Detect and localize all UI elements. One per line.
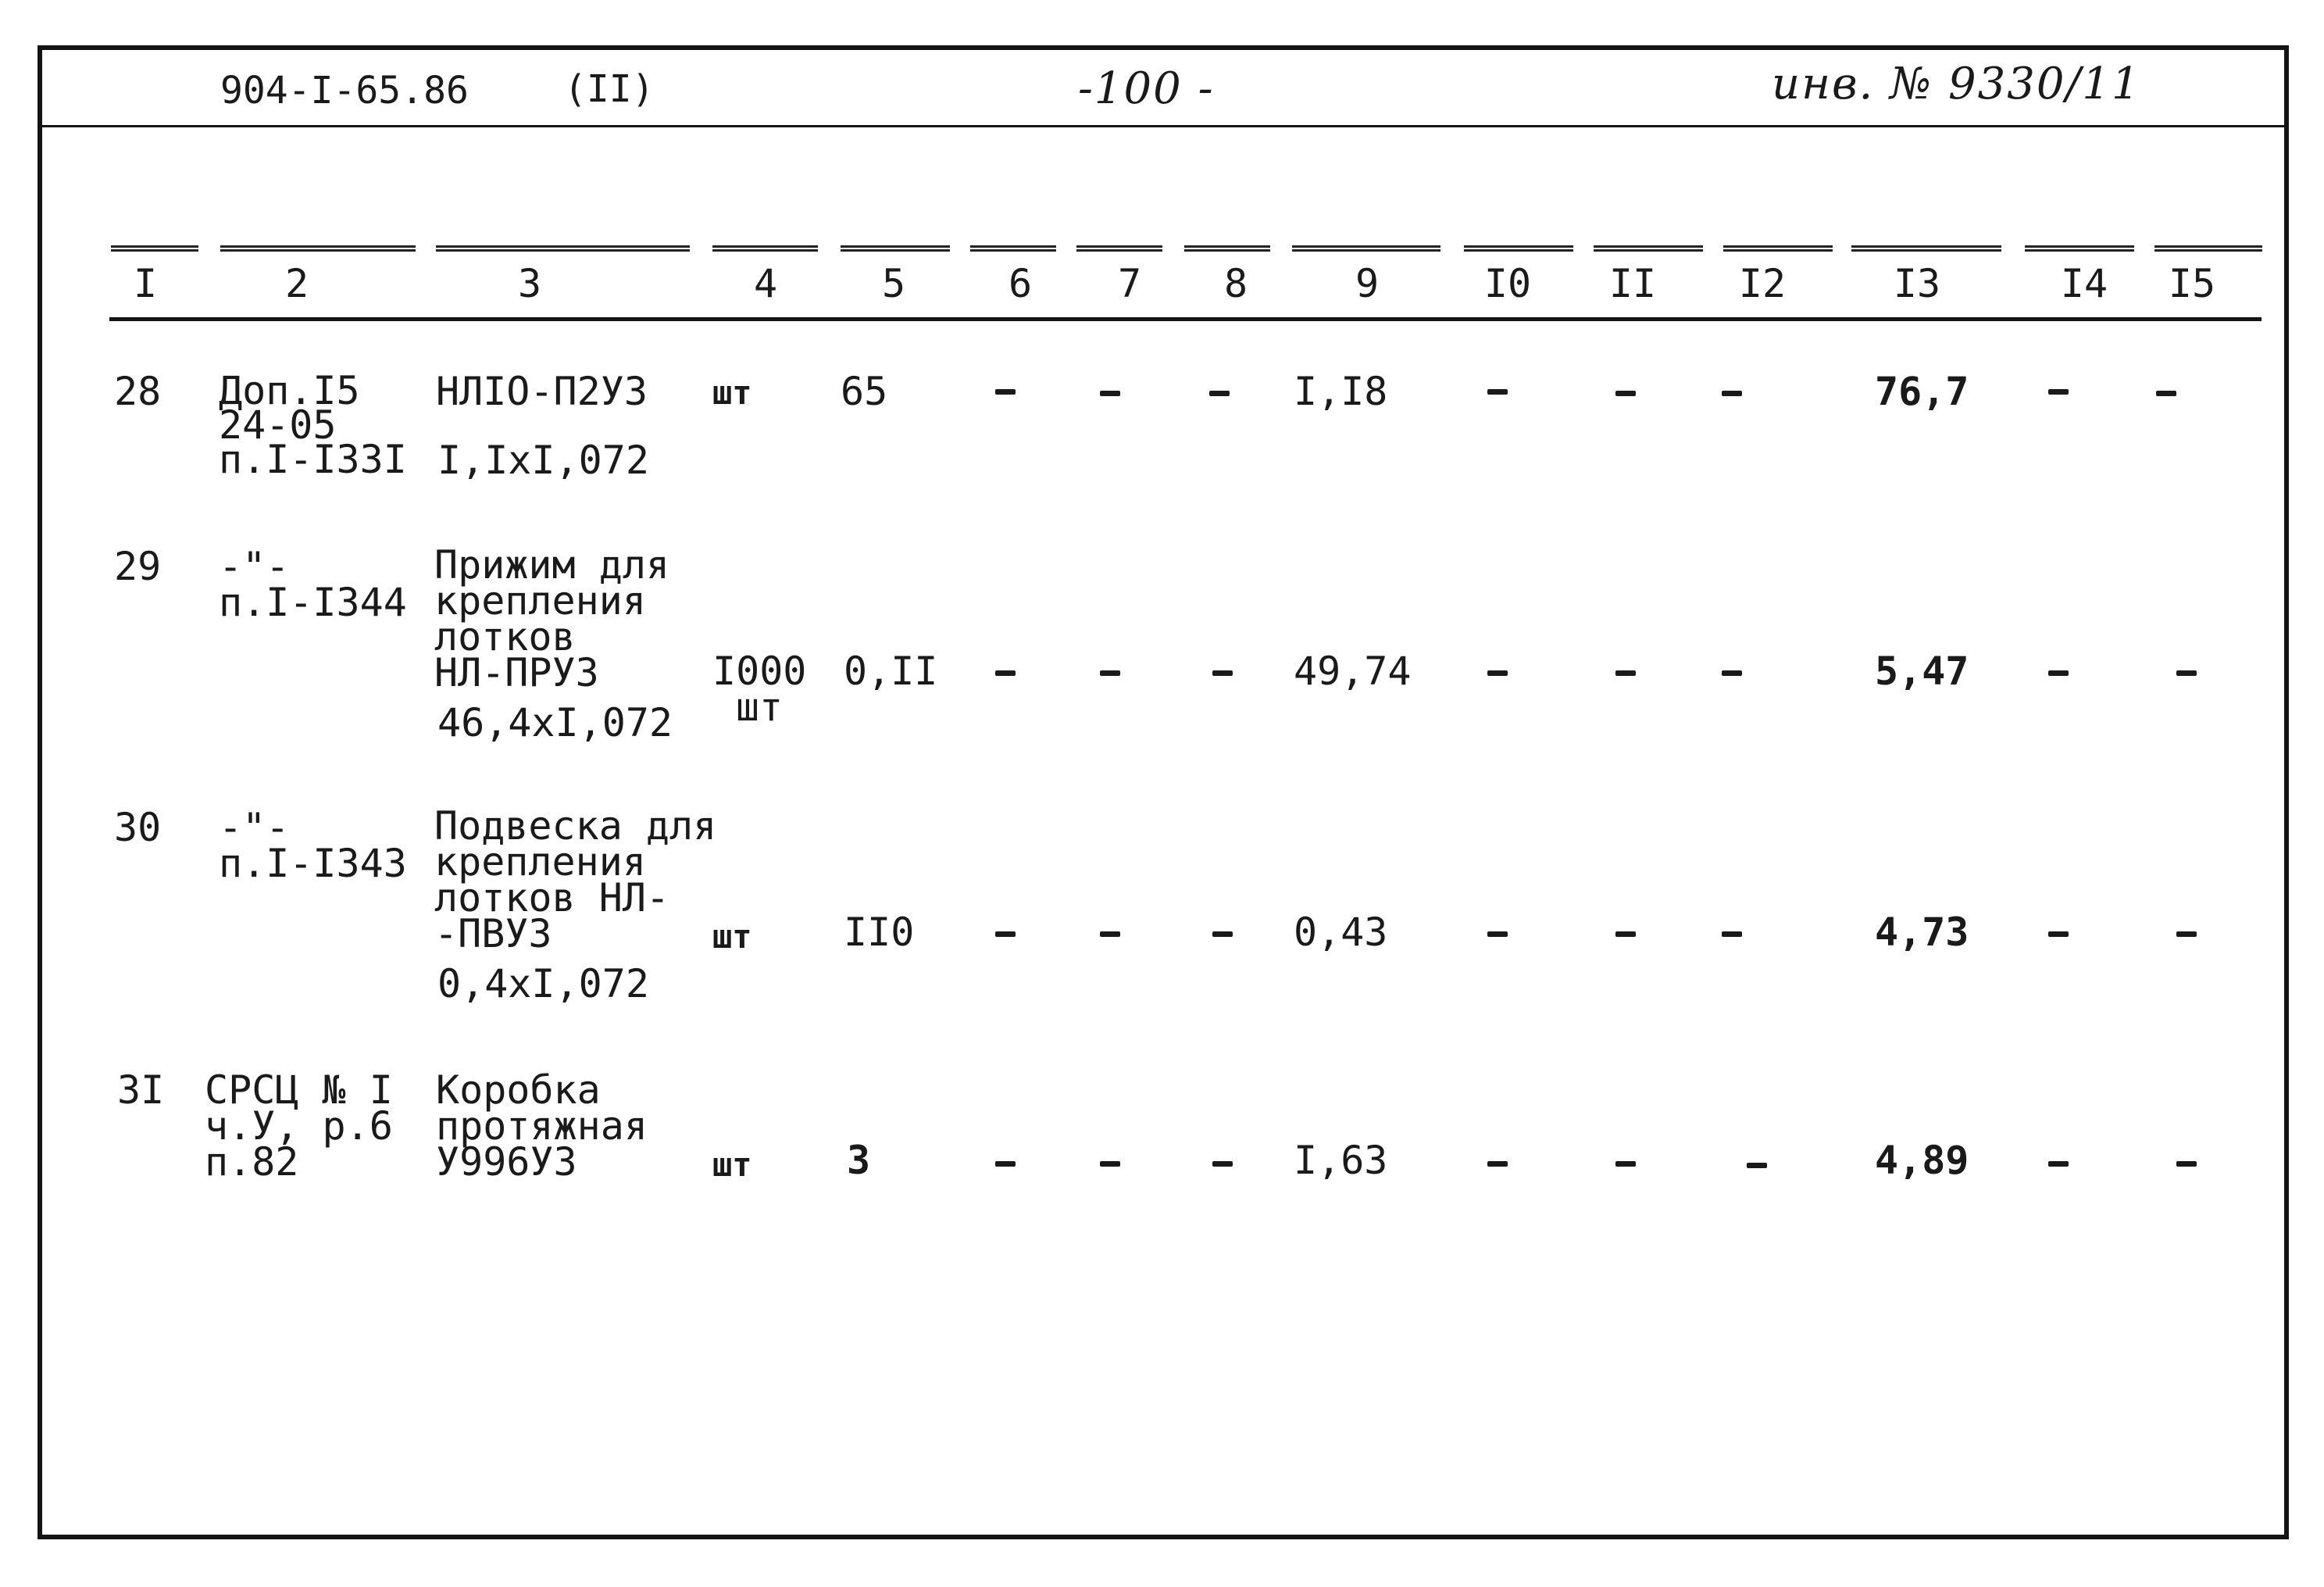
column-overline [1723,245,1833,252]
empty-value-dash [1209,391,1230,396]
column-overline [1184,245,1270,252]
inventory-number: инв. № 9330/11 [1772,59,2141,109]
value-cell-13: 4,73 [1875,910,1969,955]
empty-value-dash [1615,931,1636,937]
empty-value-dash [995,1161,1016,1167]
column-header-5: 5 [881,261,906,306]
header-divider [37,125,2289,127]
column-overline [1292,245,1440,252]
row-number: 30 [114,805,162,850]
value-cell-9: I,I8 [1294,369,1388,414]
empty-value-dash [2048,931,2069,937]
empty-value-dash [2176,670,2197,676]
column-header-10: I0 [1483,261,1532,306]
value-cell-9: 0,43 [1294,910,1388,955]
column-overline [2025,245,2134,252]
item-name-cell: НЛIO-П2УЗ [436,369,648,414]
item-name-cell: Подвеска для крепления лотков НЛ- -ПВУЗ [434,803,717,956]
empty-value-dash [2176,931,2197,937]
empty-value-dash [1212,931,1233,937]
row-number: 29 [114,544,162,589]
column-header-8: 8 [1223,261,1248,306]
column-header-7: 7 [1117,261,1142,306]
empty-value-dash [1487,389,1508,395]
unit-cell: шт [712,917,752,956]
empty-value-dash [2048,389,2069,395]
empty-value-dash [1100,931,1120,937]
formula-cell: I,IxI,072 [437,438,649,483]
empty-value-dash [1722,670,1742,676]
column-overline [1594,245,1703,252]
reference-cell: -"- п.I-I343 [219,805,407,886]
column-header-13: I3 [1893,261,1941,306]
reference-cell: -"- п.I-I344 [219,544,407,625]
empty-value-dash [2048,1161,2069,1167]
empty-value-dash [1100,391,1120,396]
reference-cell: СРСЦ № I ч.У, р.6 п.82 [205,1067,393,1185]
row-number: 3I [117,1067,165,1113]
header-rule [109,317,2262,321]
empty-value-dash [995,389,1016,395]
column-header-2: 2 [284,261,309,306]
quantity-cell: II0 [844,910,915,955]
empty-value-dash [1615,1161,1636,1167]
page-number: -100 - [1078,63,1215,114]
column-overline [2154,245,2262,252]
column-header-6: 6 [1008,261,1033,306]
section-number: (II) [564,67,655,111]
column-header-15: I5 [2168,261,2216,306]
formula-cell: 0,4xI,072 [437,961,649,1006]
empty-value-dash [1100,670,1120,676]
column-overline [1464,245,1573,252]
column-overline [436,245,690,252]
row-number: 28 [114,369,162,414]
value-cell-9: I,63 [1294,1138,1388,1183]
empty-value-dash [1487,931,1508,937]
empty-value-dash [1615,670,1636,676]
column-overline [712,245,818,252]
unit-cell: шт [712,374,752,412]
empty-value-dash [1487,1161,1508,1167]
empty-value-dash [1722,391,1742,396]
column-overline [970,245,1056,252]
column-overline [841,245,950,252]
empty-value-dash [2176,1161,2197,1167]
quantity-cell: 0,II [844,649,938,694]
value-cell-13: 4,89 [1875,1138,1969,1183]
doc-code: 904-I-65.86 [220,69,469,113]
empty-value-dash [2156,391,2176,396]
empty-value-dash [995,670,1016,676]
item-name-cell: Коробка протяжная У996УЗ [436,1067,648,1185]
column-header-9: 9 [1355,261,1380,306]
reference-cell: Доп.I5 24-05 п.I-I33I [219,368,407,482]
empty-value-dash [1747,1163,1767,1168]
column-header-12: I2 [1738,261,1787,306]
formula-cell: 46,4xI,072 [437,700,673,745]
column-header-1: I [133,261,158,306]
item-name-cell: Прижим для крепления лотков НЛ-ПРУЗ [434,542,670,695]
empty-value-dash [1212,670,1233,676]
empty-value-dash [995,931,1016,937]
column-overline [1076,245,1162,252]
quantity-cell: 3 [847,1138,871,1183]
unit-cell: шт [712,1146,752,1184]
value-cell-9: 49,74 [1294,649,1412,694]
column-header-14: I4 [2060,261,2108,306]
unit-cell: I000 шт [712,649,807,730]
empty-value-dash [1615,391,1636,396]
value-cell-13: 76,7 [1875,369,1969,414]
empty-value-dash [1212,1161,1233,1167]
quantity-cell: 65 [841,369,888,414]
column-header-4: 4 [753,261,778,306]
column-overline [111,245,198,252]
empty-value-dash [1722,931,1742,937]
empty-value-dash [1100,1161,1120,1167]
column-header-11: II [1608,261,1657,306]
column-overline [1851,245,2001,252]
value-cell-13: 5,47 [1875,649,1969,694]
column-header-3: 3 [517,261,542,306]
empty-value-dash [1487,670,1508,676]
column-overline [220,245,416,252]
empty-value-dash [2048,670,2069,676]
